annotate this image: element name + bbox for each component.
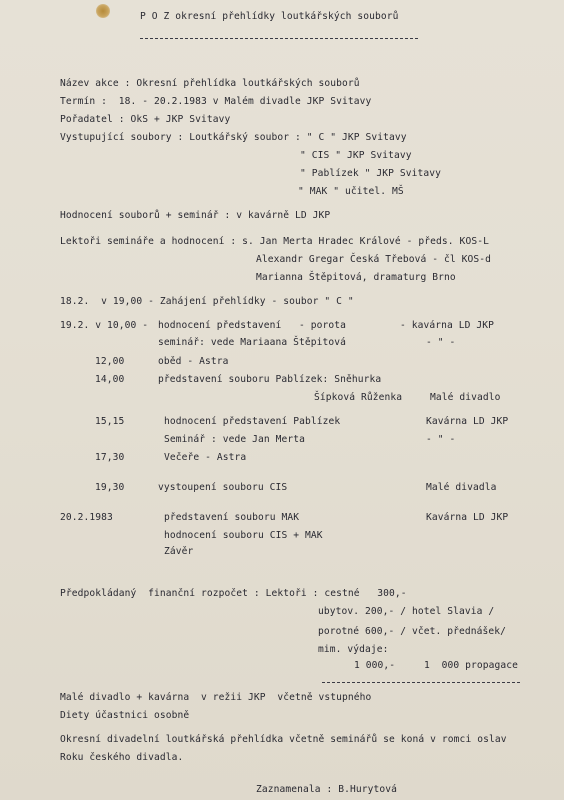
schedule-item-text: hodnocení představení - porota	[158, 320, 347, 331]
schedule-item-text: Seminář : vede Jan Merta	[164, 434, 306, 445]
signature-line: Zaznamenala : B.Hurytová	[256, 784, 398, 795]
schedule-item-time: 19,30	[95, 482, 125, 493]
schedule-item-place: Kavárna LD JKP	[426, 416, 509, 427]
schedule-item-text: hodnocení souboru CIS + MAK	[164, 530, 323, 541]
budget-line-3: porotné 600,- / včet. přednášek/	[318, 626, 507, 637]
ink-stain	[96, 4, 110, 18]
schedule-item-text: hodnocení představení Pablízek	[164, 416, 341, 427]
schedule-item-time: 17,30	[95, 452, 125, 463]
schedule-item-text: vystoupení souboru CIS	[158, 482, 288, 493]
footer-line-1: Malé divadlo + kavárna v režii JKP včetně vstupného	[60, 692, 372, 703]
schedule-item-text: Šípková Růženka	[314, 392, 403, 403]
event-name: Název akce : Okresní přehlídka loutkářských souborů	[60, 78, 360, 89]
schedule-item-time: 12,00	[95, 356, 125, 367]
schedule-item-text: Závěr	[164, 546, 194, 557]
schedule-item-time: 15,15	[95, 416, 125, 427]
event-term: Termín : 18. - 20.2.1983 v Malém divadle JKP Svitavy	[60, 96, 372, 107]
schedule-item-text: představení souboru Pablízek: Sněhurka	[158, 374, 382, 385]
lecturers-line-2: Alexandr Gregar Česká Třebová - čl KOS-d	[256, 254, 492, 265]
schedule-item-text: Večeře - Astra	[164, 452, 247, 463]
ensemble-mak: " MAK " učitel. MŠ	[298, 186, 404, 197]
schedule-item-text: představení souboru MAK	[164, 512, 300, 523]
schedule-item-time: 14,00	[95, 374, 125, 385]
evaluation-line: Hodnocení souborů + seminář : v kavárně LD JKP	[60, 210, 331, 221]
budget-promotion: 1 000 propagace	[424, 660, 519, 671]
schedule-item-place: - " -	[426, 434, 456, 445]
lecturers-line-1: Lektoři semináře a hodnocení : s. Jan Merta Hradec Králové - předs. KOS-L	[60, 236, 489, 247]
ensemble-pablizek: " Pablízek " JKP Svitavy	[300, 168, 442, 179]
lecturers-line-3: Marianna Štěpitová, dramaturg Brno	[256, 272, 456, 283]
schedule-item-place: Malé divadla	[426, 482, 497, 493]
budget-line-2: ubytov. 200,- / hotel Slavia /	[318, 606, 495, 617]
schedule-item-place: - kavárna LD JKP	[400, 320, 495, 331]
ensembles-label: Vystupující soubory : Loutkářský soubor : " C " JKP Svitavy	[60, 132, 407, 143]
schedule-day2-start: 19.2. v 10,00 -	[60, 320, 149, 331]
title-underline	[140, 38, 418, 39]
budget-misc-amount: 1 000,-	[354, 660, 396, 671]
ensemble-cis: " CIS " JKP Svitavy	[300, 150, 412, 161]
footer-line-2: Diety účastnici osobně	[60, 710, 190, 721]
schedule-opening: 18.2. v 19,00 - Zahájení přehlídky - soubor " C "	[60, 296, 354, 307]
schedule-item-text: oběd - Astra	[158, 356, 229, 367]
schedule-item-text: seminář: vede Mariaana Štěpitová	[158, 337, 347, 348]
document-title: P O Z okresní přehlídky loutkářských souborů	[140, 11, 399, 22]
budget-total-rule	[322, 682, 520, 683]
budget-line-1: Předpokládaný finanční rozpočet : Lektoři : cestné 300,-	[60, 588, 407, 599]
schedule-day3-date: 20.2.1983	[60, 512, 113, 523]
schedule-item-place: Kavárna LD JKP	[426, 512, 509, 523]
budget-line-4: mim. výdaje:	[318, 644, 389, 655]
schedule-item-place: - " -	[426, 337, 456, 348]
footer-line-3: Okresní divadelní loutkářská přehlídka včetně seminářů se koná v romci oslav	[60, 734, 507, 745]
event-organizer: Pořadatel : OkS + JKP Svitavy	[60, 114, 231, 125]
schedule-item-place: Malé divadlo	[430, 392, 501, 403]
footer-line-4: Roku českého divadla.	[60, 752, 184, 763]
